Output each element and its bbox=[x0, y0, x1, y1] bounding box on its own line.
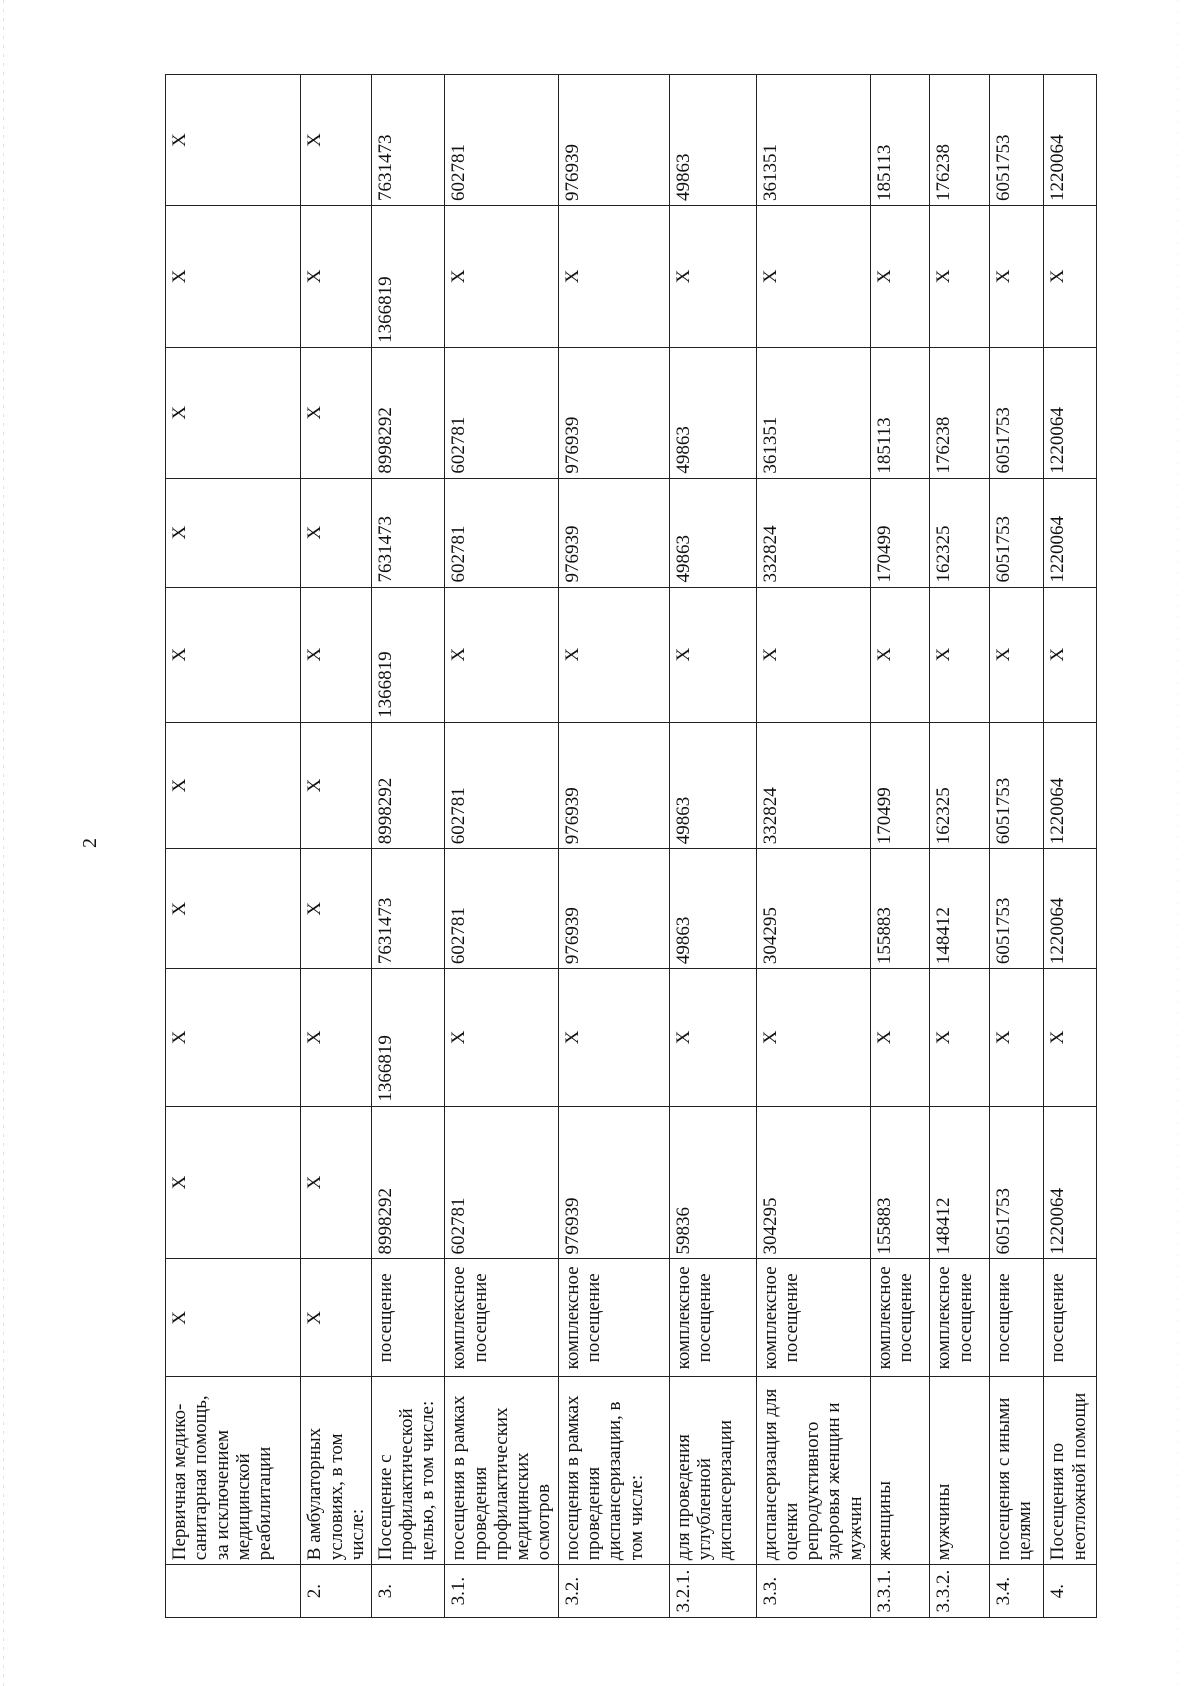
table-row bbox=[445, 75, 558, 1618]
table-row bbox=[930, 75, 990, 1618]
value-cell: 155883 bbox=[870, 1106, 930, 1259]
row-label-cell: Посещение с профилактической целью, в том числе: bbox=[371, 1377, 445, 1565]
value-cell: 6051753 bbox=[989, 849, 1044, 969]
unit-cell: посещение bbox=[371, 1259, 445, 1377]
value-cell: 361351 bbox=[756, 347, 870, 478]
value-cell: 602781 bbox=[445, 347, 558, 478]
row-label-cell: для проведения углубленной диспансеризации bbox=[669, 1377, 756, 1565]
value-cell: 602781 bbox=[445, 478, 558, 587]
value-cell: 1220064 bbox=[1044, 1106, 1097, 1259]
value-cell: 1220064 bbox=[1044, 478, 1097, 587]
value-cell: Х bbox=[558, 587, 669, 722]
value-cell: Х bbox=[1044, 587, 1097, 722]
unit-cell: посещение bbox=[1044, 1259, 1097, 1377]
value-cell: 59836 bbox=[669, 1106, 756, 1259]
value-cell: Х bbox=[166, 722, 301, 848]
row-label-cell: Посещения по неотложной помощи bbox=[1044, 1377, 1097, 1565]
row-number-cell: 3.1. bbox=[445, 1565, 558, 1618]
value-cell: 185113 bbox=[870, 347, 930, 478]
row-label-cell: посещения в рамках проведения диспансеризации, в том числе: bbox=[558, 1377, 669, 1565]
value-cell: 185113 bbox=[870, 75, 930, 206]
value-cell: 6051753 bbox=[989, 722, 1044, 848]
value-cell: Х bbox=[989, 587, 1044, 722]
value-cell: 1220064 bbox=[1044, 722, 1097, 848]
value-cell: Х bbox=[301, 205, 371, 347]
scan-edge-artifact-right bbox=[1177, 0, 1178, 1686]
value-cell: Х bbox=[756, 205, 870, 347]
value-cell: 1366819 bbox=[371, 205, 445, 347]
value-cell: 49863 bbox=[669, 722, 756, 848]
value-cell: Х bbox=[166, 75, 301, 206]
value-cell: 49863 bbox=[669, 75, 756, 206]
row-number-cell: 3.2.1. bbox=[669, 1565, 756, 1618]
table-row bbox=[558, 75, 669, 1618]
value-cell: 170499 bbox=[870, 722, 930, 848]
value-cell: 1220064 bbox=[1044, 849, 1097, 969]
table-row bbox=[756, 75, 870, 1618]
unit-cell: комплексное посещение bbox=[445, 1259, 558, 1377]
row-label-cell: посещения с иными целями bbox=[989, 1377, 1044, 1565]
value-cell: Х bbox=[166, 849, 301, 969]
row-label-cell: женщины bbox=[870, 1377, 930, 1565]
value-cell: Х bbox=[445, 969, 558, 1106]
value-cell: 6051753 bbox=[989, 1106, 1044, 1259]
value-cell: Х bbox=[930, 205, 990, 347]
volumes-table bbox=[165, 74, 1097, 1618]
value-cell: Х bbox=[301, 1106, 371, 1259]
value-cell: Х bbox=[669, 205, 756, 347]
value-cell: 976939 bbox=[558, 849, 669, 969]
value-cell: Х bbox=[930, 587, 990, 722]
unit-cell: комплексное посещение bbox=[558, 1259, 669, 1377]
unit-cell: комплексное посещение bbox=[930, 1259, 990, 1377]
value-cell: Х bbox=[301, 969, 371, 1106]
row-number-cell: 3.4. bbox=[989, 1565, 1044, 1618]
value-cell: 49863 bbox=[669, 849, 756, 969]
row-label-cell: В амбулаторных условиях, в том числе: bbox=[301, 1377, 371, 1565]
table-row bbox=[166, 75, 301, 1618]
table-row bbox=[301, 75, 371, 1618]
value-cell: Х bbox=[756, 587, 870, 722]
value-cell: 602781 bbox=[445, 849, 558, 969]
table-row bbox=[870, 75, 930, 1618]
value-cell: 1220064 bbox=[1044, 75, 1097, 206]
value-cell: 976939 bbox=[558, 478, 669, 587]
row-label-cell: мужчины bbox=[930, 1377, 990, 1565]
value-cell: Х bbox=[558, 969, 669, 1106]
value-cell: 602781 bbox=[445, 1106, 558, 1259]
value-cell: Х bbox=[301, 347, 371, 478]
row-number-cell: 3.3. bbox=[756, 1565, 870, 1618]
value-cell: Х bbox=[445, 205, 558, 347]
value-cell: Х bbox=[445, 587, 558, 722]
unit-cell: посещение bbox=[989, 1259, 1044, 1377]
table-body bbox=[166, 75, 1097, 1618]
value-cell: Х bbox=[166, 969, 301, 1106]
row-number-cell: 3.3.1. bbox=[870, 1565, 930, 1618]
value-cell: 602781 bbox=[445, 722, 558, 848]
unit-cell: Х bbox=[166, 1259, 301, 1377]
value-cell: 1220064 bbox=[1044, 347, 1097, 478]
value-cell: Х bbox=[756, 969, 870, 1106]
value-cell: 155883 bbox=[870, 849, 930, 969]
row-number-cell: 3.2. bbox=[558, 1565, 669, 1618]
value-cell: 176238 bbox=[930, 75, 990, 206]
value-cell: 6051753 bbox=[989, 75, 1044, 206]
row-label-cell: посещения в рамках проведения профилактических медицинских осмотров bbox=[445, 1377, 558, 1565]
value-cell: 162325 bbox=[930, 722, 990, 848]
value-cell: 8998292 bbox=[371, 1106, 445, 1259]
value-cell: 7631473 bbox=[371, 478, 445, 587]
page-number: 2 bbox=[79, 838, 101, 848]
value-cell: Х bbox=[301, 478, 371, 587]
table-row bbox=[669, 75, 756, 1618]
value-cell: 7631473 bbox=[371, 849, 445, 969]
value-cell: 6051753 bbox=[989, 478, 1044, 587]
value-cell: 1366819 bbox=[371, 587, 445, 722]
rotated-table-container bbox=[165, 74, 1097, 1618]
value-cell: 148412 bbox=[930, 849, 990, 969]
value-cell: Х bbox=[1044, 969, 1097, 1106]
row-label-cell: Первичная медико-санитарная помощь, за исключением медицинской реабилитации bbox=[166, 1377, 301, 1565]
value-cell: Х bbox=[669, 969, 756, 1106]
value-cell: 49863 bbox=[669, 478, 756, 587]
value-cell: Х bbox=[870, 587, 930, 722]
value-cell: 976939 bbox=[558, 75, 669, 206]
value-cell: Х bbox=[989, 205, 1044, 347]
value-cell: 304295 bbox=[756, 1106, 870, 1259]
value-cell: Х bbox=[301, 849, 371, 969]
value-cell: Х bbox=[1044, 205, 1097, 347]
value-cell: Х bbox=[930, 969, 990, 1106]
row-number-cell: 4. bbox=[1044, 1565, 1097, 1618]
value-cell: 6051753 bbox=[989, 347, 1044, 478]
value-cell: Х bbox=[669, 587, 756, 722]
value-cell: 170499 bbox=[870, 478, 930, 587]
table-row bbox=[989, 75, 1044, 1618]
table-row bbox=[1044, 75, 1097, 1618]
value-cell: Х bbox=[166, 347, 301, 478]
value-cell: 8998292 bbox=[371, 722, 445, 848]
value-cell: Х bbox=[558, 205, 669, 347]
value-cell: 304295 bbox=[756, 849, 870, 969]
value-cell: 361351 bbox=[756, 75, 870, 206]
value-cell: Х bbox=[301, 722, 371, 848]
row-number-cell: 3.3.2. bbox=[930, 1565, 990, 1618]
row-number-cell: 3. bbox=[371, 1565, 445, 1618]
value-cell: 148412 bbox=[930, 1106, 990, 1259]
row-number-cell: 2. bbox=[301, 1565, 371, 1618]
value-cell: 976939 bbox=[558, 347, 669, 478]
value-cell: Х bbox=[301, 75, 371, 206]
value-cell: 49863 bbox=[669, 347, 756, 478]
row-number-cell bbox=[166, 1565, 301, 1618]
value-cell: 1366819 bbox=[371, 969, 445, 1106]
row-label-cell: диспансеризация для оценки репродуктивного здоровья женщин и мужчин bbox=[756, 1377, 870, 1565]
value-cell: Х bbox=[166, 1106, 301, 1259]
unit-cell: комплексное посещение bbox=[669, 1259, 756, 1377]
value-cell: 976939 bbox=[558, 722, 669, 848]
value-cell: 7631473 bbox=[371, 75, 445, 206]
value-cell: 332824 bbox=[756, 722, 870, 848]
value-cell: 602781 bbox=[445, 75, 558, 206]
unit-cell: Х bbox=[301, 1259, 371, 1377]
value-cell: 8998292 bbox=[371, 347, 445, 478]
value-cell: 162325 bbox=[930, 478, 990, 587]
value-cell: Х bbox=[870, 205, 930, 347]
unit-cell: комплексное посещение bbox=[756, 1259, 870, 1377]
value-cell: Х bbox=[301, 587, 371, 722]
value-cell: Х bbox=[166, 478, 301, 587]
value-cell: Х bbox=[870, 969, 930, 1106]
value-cell: 176238 bbox=[930, 347, 990, 478]
scan-edge-artifact bbox=[3, 0, 4, 1686]
value-cell: Х bbox=[166, 587, 301, 722]
unit-cell: комплексное посещение bbox=[870, 1259, 930, 1377]
value-cell: 976939 bbox=[558, 1106, 669, 1259]
value-cell: Х bbox=[989, 969, 1044, 1106]
table-row bbox=[371, 75, 445, 1618]
value-cell: Х bbox=[166, 205, 301, 347]
value-cell: 332824 bbox=[756, 478, 870, 587]
